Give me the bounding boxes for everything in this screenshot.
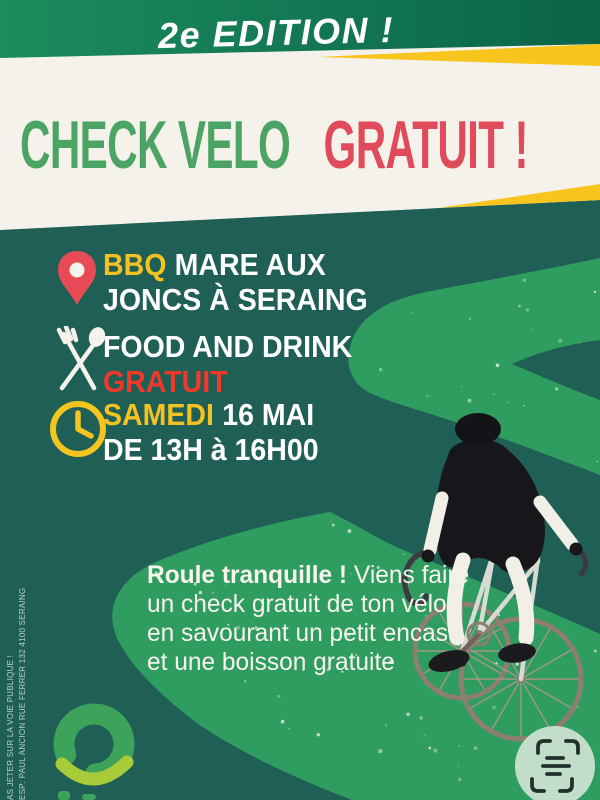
title-green-part: CHECK VELO xyxy=(20,107,291,183)
edition-banner: 2e EDITION ! xyxy=(157,8,395,57)
date-line1: SAMEDI 16 MAI xyxy=(103,397,315,432)
food-line1: FOOD AND DRINK xyxy=(103,329,353,364)
location-line1: BBQ MARE AUX xyxy=(103,247,326,282)
legal-line1: AS JETER SUR LA VOIE PUBLIQUE ! xyxy=(6,654,15,800)
description-paragraph xyxy=(147,561,469,677)
info-row-datetime xyxy=(103,397,319,467)
clock-icon xyxy=(49,400,107,458)
legal-side-text xyxy=(5,588,28,800)
legal-line2: ESP: PAUL ANCION RUE FERRER 132 4100 SERAING xyxy=(17,587,27,800)
info-row-location xyxy=(103,247,368,317)
cutlery-icon xyxy=(50,326,108,394)
info-row-food xyxy=(103,329,352,399)
paragraph-line2: un check gratuit de ton vélo xyxy=(147,590,447,618)
location-pin-icon xyxy=(57,249,97,311)
date-line2: DE 13H à 16H00 xyxy=(103,432,319,467)
helmet xyxy=(455,413,501,445)
location-line2: JONCS À SERAING xyxy=(103,282,368,317)
paragraph-line3: en savourant un petit encas xyxy=(147,619,449,647)
paragraph-line1: Roule tranquille ! Viens faire xyxy=(147,561,470,589)
poster-title xyxy=(20,106,528,184)
food-line2: GRATUIT xyxy=(103,364,228,399)
paragraph-line4: et une boisson gratuite xyxy=(147,648,395,676)
title-red-part: GRATUIT ! xyxy=(323,107,528,183)
